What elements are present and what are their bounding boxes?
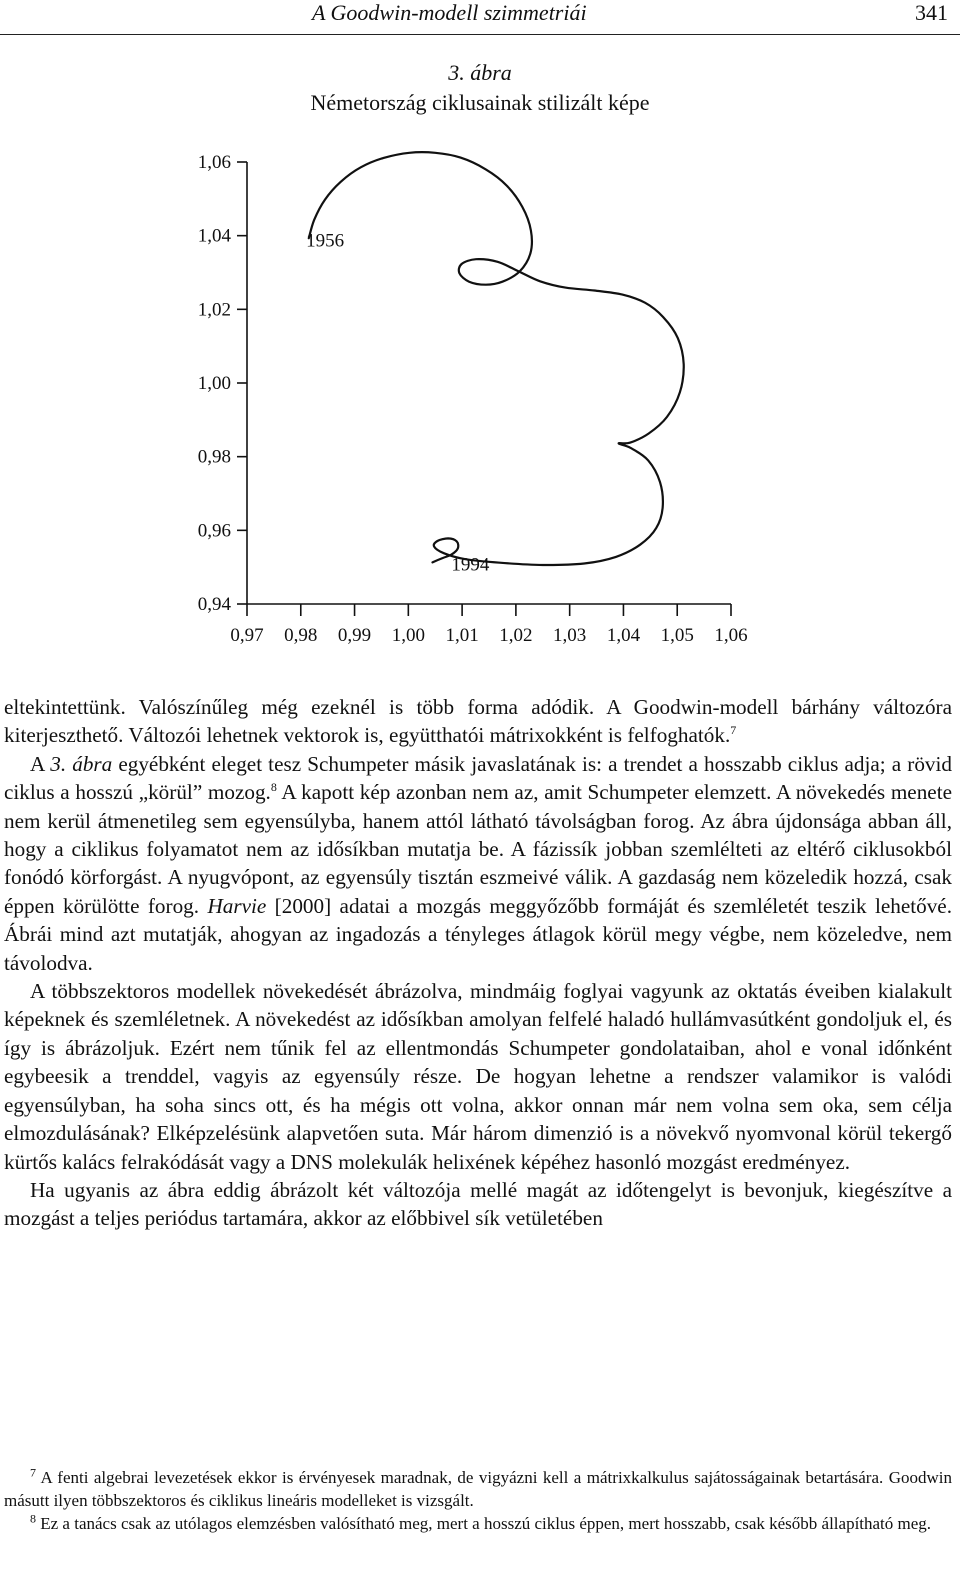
y-tick-label: 0,98 [197,446,231,468]
paragraph: A többszektoros modellek növekedését ábrázolva, mindmáig foglyai vagyunk az oktatás éveiben kialakult képeknek és szemléletnek. A növekedést az idősíkban amolyan felfelé haladó hullámvasútként gondoljuk el, és így is ábrázoljuk. Ezért nem tűnik fel az ellentmondás Schumpeter gondolataiban, ahol e vonal időnként egybeesik a trenddel, vagyis az egyensúly része. De hogyan lehetne a rendszer valamikor is valódi egyensúlyban, ha soha sincs ott, és ha mégis ott volna, akkor onnan már nem volna sem oka, sem célja elmozdulásának? Elképzelésünk alapvetően suta. Már három dimenzió is a növekvő nyomvonal körül tekergő kürtős kalács felrakódását vagy a DNS molekulák helixének képéhez hasonló mozgást eredményez. [4,979,952,1174]
year-annotation: 1994 [451,554,490,576]
y-tick-label: 0,96 [197,520,231,542]
paragraph: eltekintettünk. Valószínűleg még ezeknél is több forma adódik. A Goodwin-modell bárhány változóra kiterjeszthető. Változói lehetnek vektorok is, együtthatói mátrixokként is felfoghatók.$^7$ [4,695,952,748]
footnote: $^7$ A fenti algebrai levezetések ekkor is érvényesek maradnak, de vigyázni kell a mátrixkalkulus sajátosságainak betartására. Goodwin másutt ilyen többszektoros és ciklikus lineáris modelleket is vizsgált. [4,1465,952,1510]
footnote-ref: 8 [270,780,277,795]
figure-title: Németország ciklusainak stilizált képe [310,90,650,115]
x-tick-label: 1,01 [445,625,479,646]
footnote-ref: 7 [730,723,737,738]
figure-number: 3. ábra [448,60,512,85]
y-tick-label: 1,00 [197,373,231,394]
body-text [4,693,952,1233]
running-title: A Goodwin-modell szimmetriái [312,0,587,25]
x-tick-label: 1,04 [606,625,641,646]
footnotes [4,1467,952,1535]
x-tick-label: 1,02 [499,625,533,646]
y-tick-label: 1,06 [197,152,231,173]
page-header [0,0,960,35]
y-tick-label: 1,02 [197,299,231,321]
x-tick-label: 1,05 [660,625,694,646]
page-number: 341 [915,0,948,25]
author-citation: Harvie [207,893,267,918]
phase-plot-chart [0,130,960,650]
y-tick-label: 1,04 [197,225,231,247]
footnote: $^8$ Ez a tanács csak az utólagos elemzésben valósítható meg, mert a hosszú ciklus éppen, mert hosszabb, csak később állapítható meg. [30,1510,932,1533]
y-tick-label: 0,94 [197,594,231,615]
figure-reference: 3. ábra [50,751,113,776]
paragraph: Ha ugyanis az ábra eddig ábrázolt két változója mellé magát az időtengelyt is bevonjuk, kiegészítve a mozgást a teljes periódus tartamára, akkor az előbbivel sík vetületében [4,1177,952,1231]
x-tick-label: 0,97 [230,625,264,646]
x-tick-label: 0,99 [337,625,372,646]
x-tick-label: 1,03 [553,625,587,646]
series-line [309,152,684,565]
paragraph: A 3. ábra egyébként eleget tesz Schumpeter másik javaslatának is: a trendet a hosszabb ciklus adja; a rövid ciklus a hosszú „körül” mozog.$^8$ A kapott kép azonban nem az, amit Schumpeter elemzett. A növekedés menete nem kerül átmenetileg sem egyensúlyba, hanem attól látható távolságban forog. Az ábra újdonsága abban áll, hogy a ciklikus folyamatot nem az idősíkban mutatja be. A fázissík jobban szemlélteti az eltérő ciklusokból fonódó körforgást. A nyugvópont, az egyensúly tisztán eszmeivé válik. A gazdaság nem közeledik hozzá, csak éppen körülötte forog. Harvie [2000] adatai a mozgás meggyőzőbb formáját és szemléletét teszik lehetővé. Ábrái mind azt mutatják, ahogyan az ingadozás a tényleges átlagok körül megy végbe, nem közeledve, nem távolodva. [4,751,953,975]
x-tick-label: 1,00 [391,625,425,646]
year-annotation: 1956 [306,230,345,252]
footnote-number: 7 [30,1465,36,1480]
x-tick-label: 1,06 [714,625,748,646]
x-tick-label: 0,98 [284,625,318,646]
footnote-number: 8 [30,1510,36,1525]
